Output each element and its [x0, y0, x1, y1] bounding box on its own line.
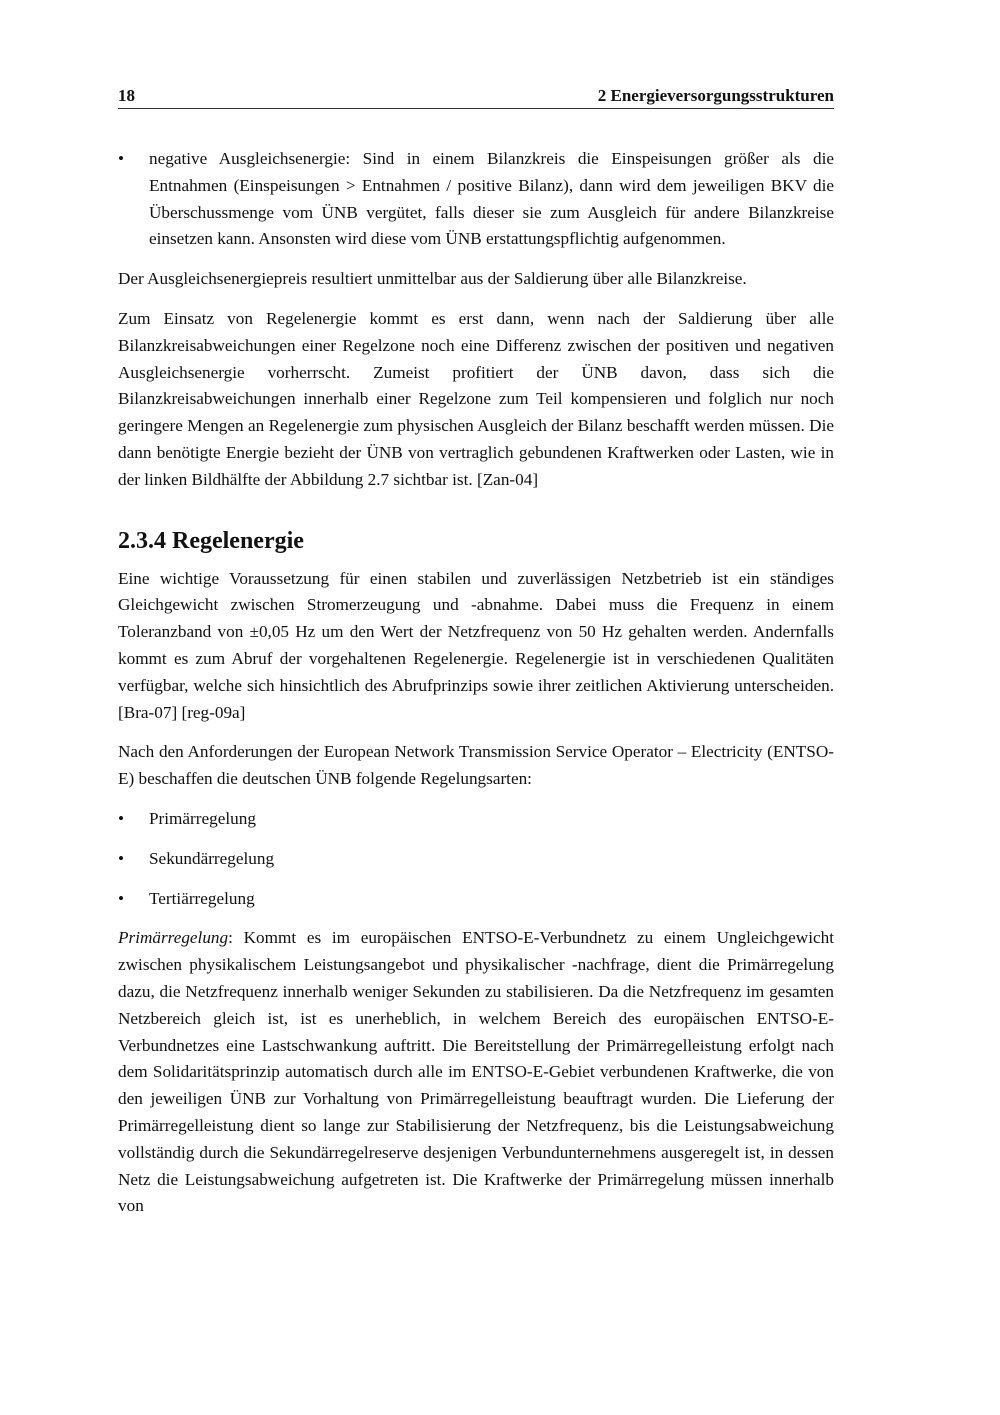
- section-title: Regelenergie: [172, 527, 304, 554]
- section-number: 2.3.4: [118, 527, 166, 554]
- chapter-title: 2 Energieversorgungsstrukturen: [597, 86, 834, 105]
- list-item-text: negative Ausgleichsenergie: Sind in einem Bilanzkreis die Einspeisungen größer als die Entnahmen (Einspeisungen > Entnahmen / positive Bilanz), dann wird dem jeweiligen BKV die Überschussmenge vom ÜNB vergütet, falls dieser sie zum Ausgleich für andere Bilanzkreise einsetzen kann. Ansonsten wird diese vom ÜNB erstattungspflichtig aufgenommen.: [149, 149, 834, 249]
- running-header: [118, 86, 834, 109]
- bullet-icon: •: [118, 808, 125, 828]
- term-primaerregelung: Primärregelung: [118, 928, 229, 948]
- list-item-text: Tertiärregelung: [149, 888, 255, 908]
- list-item-negative-ausgleichsenergie: [118, 146, 834, 253]
- page-number: 18: [118, 86, 135, 105]
- primaerregelung-text: : Kommt es im europäischen ENTSO-E-Verbundnetz zu einem Ungleichgewicht zwischen physikalischem Leistungsangebot und physikalischer -nachfrage, dient die Primärregelung dazu, die Netzfrequenz innerhalb weniger Sekunden zu stabilisieren. Da die Netzfrequenz im gesamten Netzbereich gleich ist, ist es unerheblich, in welchem Bereich des europäischen ENTSO-E-Verbundnetzes eine Lastschwankung auftritt. Die Bereitstellung der Primärregelleistung erfolgt nach dem Solidaritätsprinzip automatisch durch alle im ENTSO-E-Gebiet verbundenen Kraftwerke, die von den jeweiligen ÜNB zur Vorhaltung von Primärregelleistung beauftragt wurden. Die Lieferung der Primärregelleistung dient so lange zur Stabilisierung der Netzfrequenz, bis die Leistungsabweichung vollständig durch die Sekundärregelreserve desjenigen Verbundunternehmens ausgeregelt ist, in dessen Netz die Leistungsabweichung aufgetreten ist. Die Kraftwerke der Primärregelung müssen innerhalb von: [118, 928, 834, 1216]
- section-heading: [118, 526, 834, 556]
- paragraph-anforderungen: Nach den Anforderungen der European Network Transmission Service Operator – Electricity (ENTSO-E) beschaffen die deutschen ÜNB folgende Regelungsarten:: [118, 742, 834, 789]
- body-text: [118, 146, 834, 1233]
- bullet-icon: •: [118, 888, 125, 908]
- paragraph-voraussetzung: Eine wichtige Voraussetzung für einen stabilen und zuverlässigen Netzbetrieb ist ein ständiges Gleichgewicht zwischen Stromerzeugung und -abnahme. Dabei muss die Frequenz in einem Toleranzband von ±0,05 Hz um den Wert der Netzfrequenz von 50 Hz gehalten werden. Andernfalls kommt es zum Abruf der vorgehaltenen Regelenergie. Regelenergie ist in verschiedenen Qualitäten verfügbar, welche sich hinsichtlich des Abrufprinzips sowie ihrer zeitlichen Aktivierung unterscheiden. [Bra-07] [reg-09a]: [118, 568, 834, 722]
- paragraph-ausgleichsenergiepreis: Der Ausgleichsenergiepreis resultiert unmittelbar aus der Saldierung über alle Bilanzkreise.: [118, 269, 747, 289]
- list-item-primaerregelung: [118, 806, 834, 833]
- list-item-sekundaerregelung: [118, 846, 834, 873]
- list-item-text: Sekundärregelung: [149, 848, 275, 868]
- paragraph-primaerregelung: [118, 925, 834, 1220]
- paragraph-einsatz-regelenergie: Zum Einsatz von Regelenergie kommt es erst dann, wenn nach der Saldierung über alle Bilanzkreisabweichungen einer Regelzone noch eine Differenz zwischen der positiven und negativen Ausgleichsenergie vorherrscht. Zumeist profitiert der ÜNB davon, dass sich die Bilanzkreisabweichungen innerhalb einer Regelzone zum Teil kompensieren und folglich nur noch geringere Mengen an Regelenergie zum physischen Ausgleich der Bilanz beschafft werden müssen. Die dann benötigte Energie bezieht der ÜNB von vertraglich gebundenen Kraftwerken oder Lasten, wie in der linken Bildhälfte der Abbildung 2.7 sichtbar ist. [Zan-04]: [118, 308, 834, 489]
- bullet-icon: •: [118, 149, 125, 168]
- list-item-text: Primärregelung: [149, 808, 256, 828]
- list-item-tertiaerregelung: [118, 886, 834, 913]
- bullet-icon: •: [118, 848, 125, 868]
